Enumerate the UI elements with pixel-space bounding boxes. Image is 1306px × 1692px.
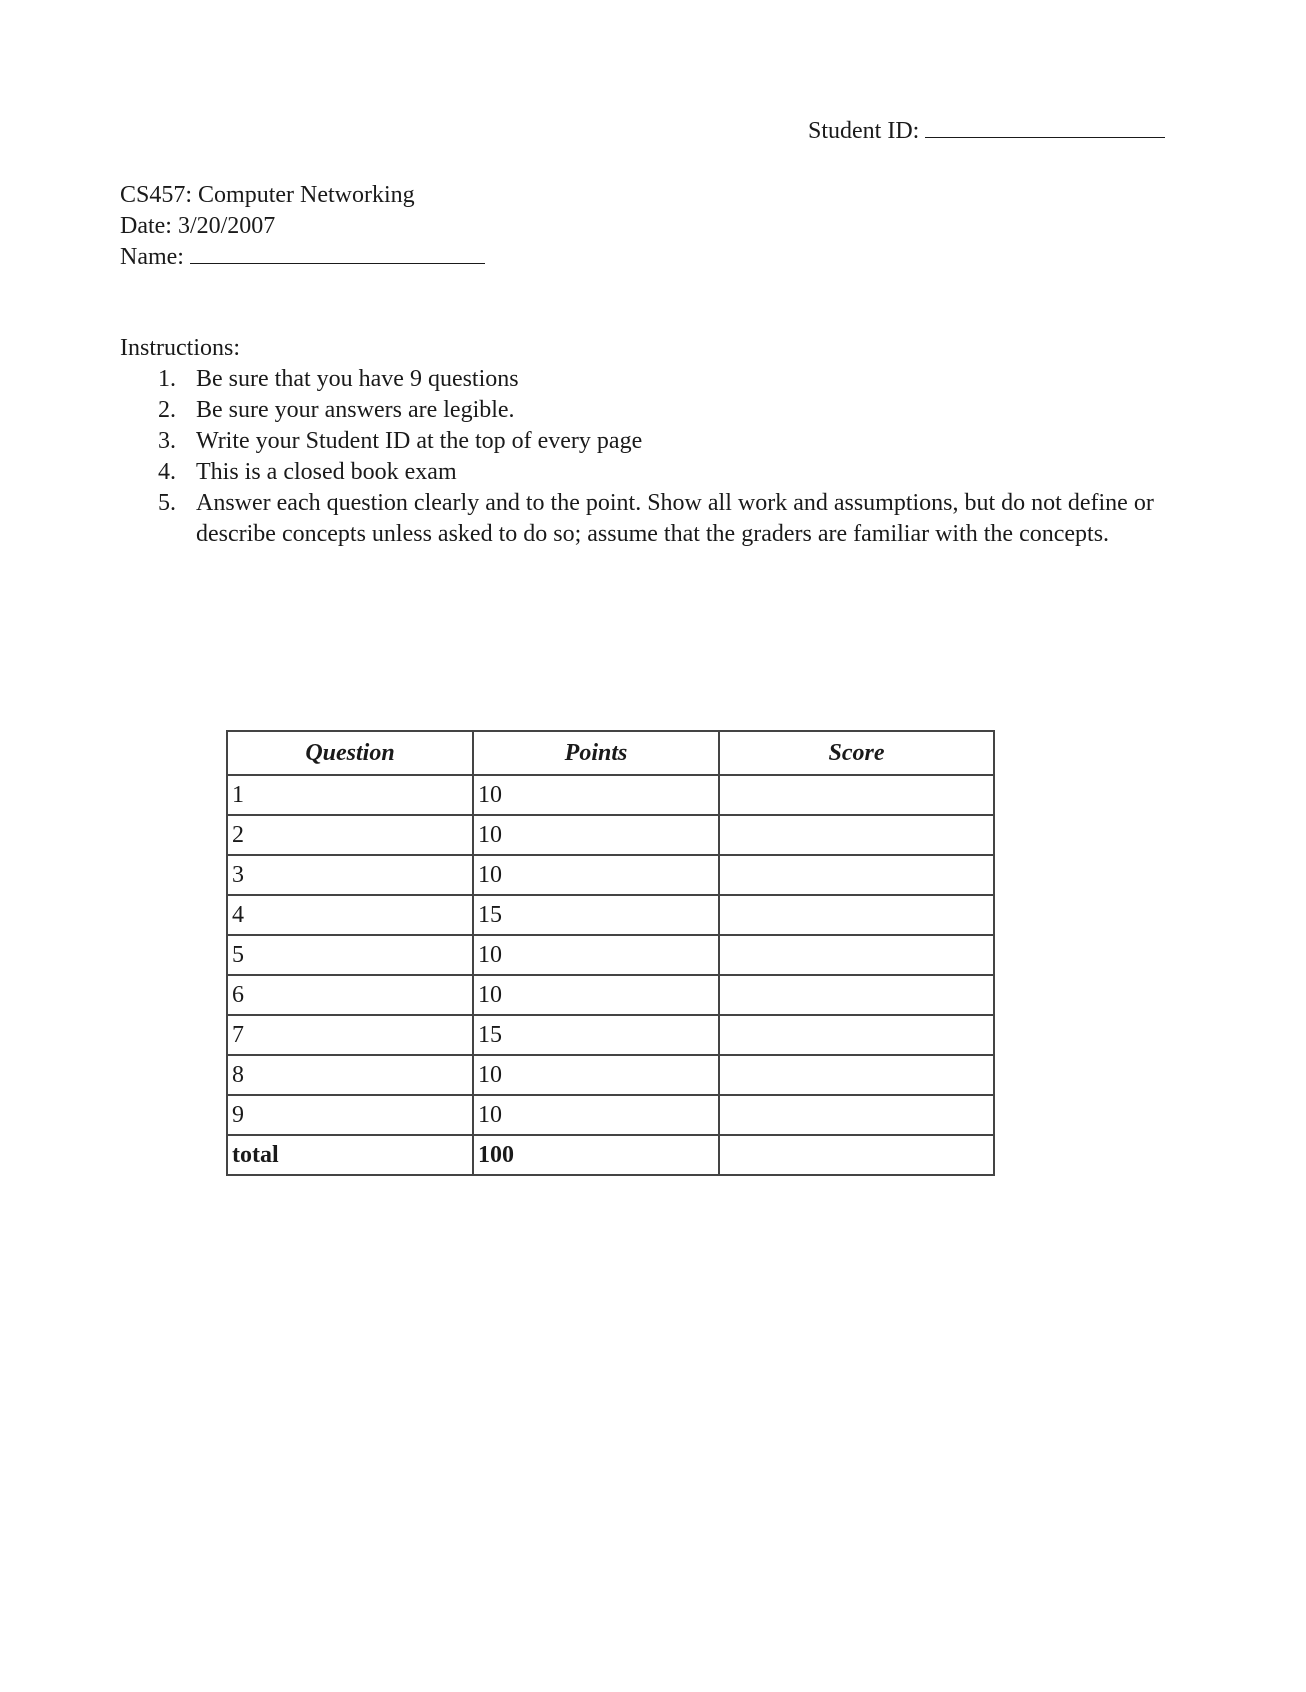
total-score-cell[interactable]: [719, 1135, 994, 1175]
column-header-question: Question: [227, 731, 473, 775]
table-row: [227, 895, 994, 935]
name-line: [120, 242, 485, 273]
points-cell: 10: [473, 935, 719, 975]
table-row: [227, 975, 994, 1015]
points-cell: 15: [473, 895, 719, 935]
list-item: [120, 364, 1180, 395]
table-total-row: [227, 1135, 994, 1175]
question-cell: 4: [227, 895, 473, 935]
score-cell[interactable]: [719, 1015, 994, 1055]
list-item-number: 4.: [158, 459, 176, 485]
points-cell: 10: [473, 1055, 719, 1095]
student-id-line: [808, 118, 1165, 145]
list-item-text: This is a closed book exam: [196, 459, 457, 485]
list-item-number: 3.: [158, 428, 176, 454]
table-row: [227, 1055, 994, 1095]
points-cell: 10: [473, 855, 719, 895]
table-row: [227, 1095, 994, 1135]
score-cell[interactable]: [719, 895, 994, 935]
instructions-list: [120, 364, 1180, 550]
list-item-text: Be sure your answers are legible.: [196, 397, 515, 423]
column-header-score: Score: [719, 731, 994, 775]
list-item-number: 1.: [158, 366, 176, 392]
question-cell: 7: [227, 1015, 473, 1055]
question-cell: 8: [227, 1055, 473, 1095]
question-cell: 2: [227, 815, 473, 855]
instructions: [120, 333, 1180, 550]
table-row: [227, 775, 994, 815]
table-row: [227, 935, 994, 975]
score-cell[interactable]: [719, 855, 994, 895]
list-item-text: Write your Student ID at the top of every page: [196, 428, 643, 454]
score-cell[interactable]: [719, 975, 994, 1015]
question-cell: 1: [227, 775, 473, 815]
table-row: [227, 855, 994, 895]
exam-date: Date: 3/20/2007: [120, 213, 276, 239]
points-cell: 15: [473, 1015, 719, 1055]
score-cell[interactable]: [719, 1055, 994, 1095]
points-cell: 10: [473, 975, 719, 1015]
list-item: [120, 426, 1180, 457]
table-row: [227, 1015, 994, 1055]
list-item-number: 2.: [158, 397, 176, 423]
points-cell: 10: [473, 815, 719, 855]
list-item: [120, 395, 1180, 426]
score-cell[interactable]: [719, 775, 994, 815]
list-item: [120, 457, 1180, 488]
points-cell: 10: [473, 1095, 719, 1135]
course-title: CS457: Computer Networking: [120, 182, 415, 208]
list-item-text: Be sure that you have 9 questions: [196, 366, 519, 392]
total-label-cell: total: [227, 1135, 473, 1175]
list-item-text: Answer each question clearly and to the point. Show all work and assumptions, but do not define or describe concepts unless asked to do so; assume that the graders are familiar with the concepts.: [196, 490, 1154, 547]
list-item: [120, 488, 1180, 550]
name-label: Name:: [120, 244, 184, 270]
instructions-heading: Instructions:: [120, 335, 240, 361]
exam-header: [120, 180, 485, 273]
table-header-row: [227, 731, 994, 775]
column-header-points: Points: [473, 731, 719, 775]
question-cell: 5: [227, 935, 473, 975]
score-cell[interactable]: [719, 935, 994, 975]
name-blank[interactable]: [190, 245, 485, 264]
table-row: [227, 815, 994, 855]
question-cell: 9: [227, 1095, 473, 1135]
list-item-number: 5.: [158, 490, 176, 516]
score-cell[interactable]: [719, 815, 994, 855]
question-cell: 3: [227, 855, 473, 895]
student-id-label: Student ID:: [808, 118, 920, 144]
score-cell[interactable]: [719, 1095, 994, 1135]
question-cell: 6: [227, 975, 473, 1015]
score-table: [226, 730, 995, 1176]
student-id-blank[interactable]: [925, 119, 1165, 138]
total-points-cell: 100: [473, 1135, 719, 1175]
points-cell: 10: [473, 775, 719, 815]
